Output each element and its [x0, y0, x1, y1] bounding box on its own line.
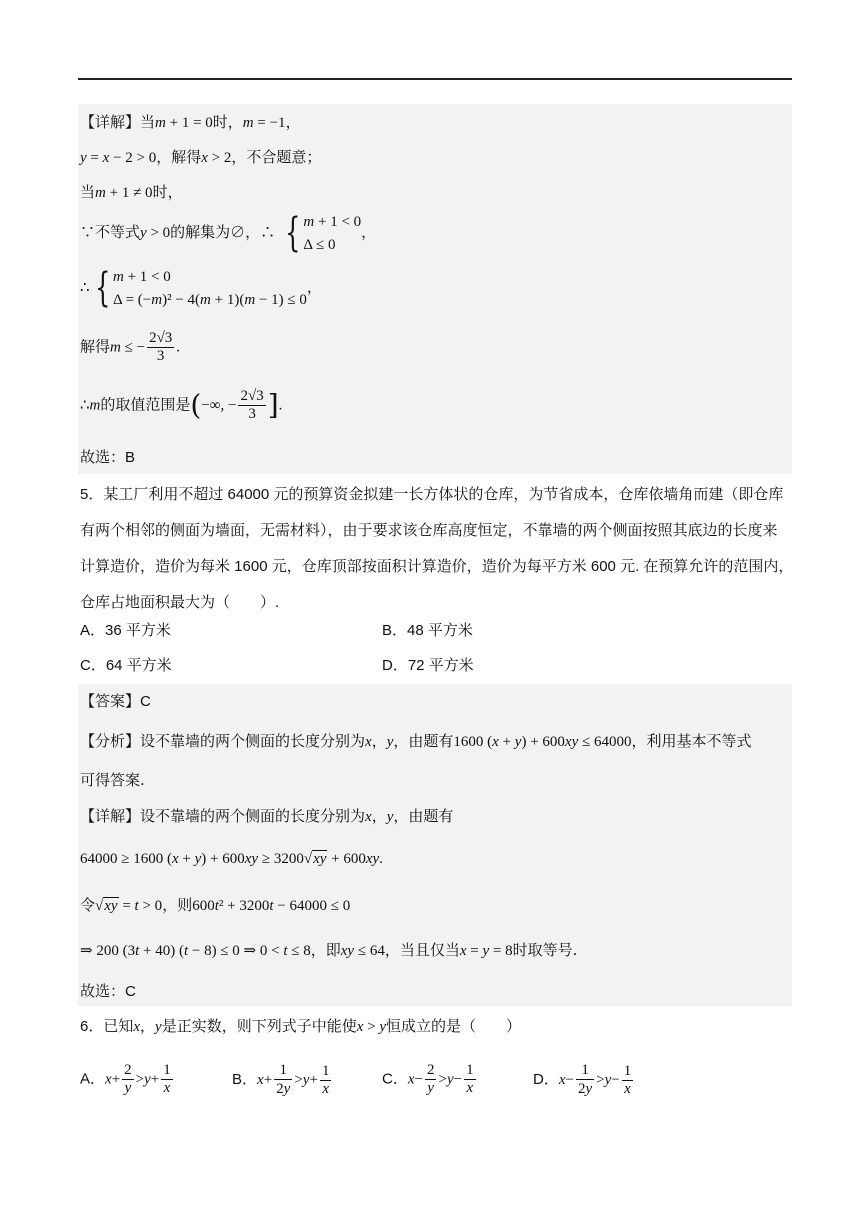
q5-option-b: B．48 平方米: [382, 622, 473, 639]
q5-detail-line-3: 令√xy = t > 0，则600t² + 3200t − 64000 ≤ 0: [80, 896, 351, 914]
sol4-line-6: 解得m ≤ − $\frac{2√3}{3}$ .: [80, 330, 181, 364]
q5-line-1: 5．某工厂利用不超过 64000 元的预算资金拟建一长方体状的仓库，为节省成本，仓库依墙角而建（即仓库: [80, 486, 784, 503]
sol4-choice: 故选：B: [80, 449, 136, 466]
q5-option-d: D．72 平方米: [382, 657, 474, 674]
q5-answer: 【答案】C: [80, 693, 151, 710]
q5-option-c: C．64 平方米: [80, 657, 172, 674]
q5-detail-line-2: 64000 ≥ 1600 (x + y) + 600xy ≥ 3200√xy + 600xy.: [80, 851, 383, 867]
q5-choice: 故选：C: [80, 983, 136, 1000]
sol4-line-7: ∴m的取值范围是(−∞, − $\frac{2√3}{3}$ ].: [80, 388, 283, 422]
q5-detail-line-1: 【详解】设不靠墙的两个侧面的长度分别为x，y，由题有: [80, 807, 454, 825]
sol4-line-1: 【详解】当m + 1 = 0时，m = −1，: [80, 113, 301, 131]
q5-detail-line-4: ⇒ 200 (3t + 40) (t − 8) ≤ 0 ⇒ 0 < t ≤ 8，即xy ≤ 64，当且仅当x = y = 8时取等号.: [80, 941, 578, 959]
header-rule: [78, 78, 792, 80]
q5-line-4: 仓库占地面积最大为（ ）.: [80, 594, 280, 611]
q6-option-a: A．x+ $\frac{2}{y}$ >y+ $\frac{1}{x}$: [80, 1062, 171, 1096]
sol4-line-2: y = x − 2 > 0，解得x > 2，不合题意；: [80, 148, 322, 166]
q6-stem: 6．已知x，y是正实数，则下列式子中能使x > y恒成立的是（ ）: [80, 1017, 522, 1035]
q5-analysis-line-2: 可得答案.: [80, 771, 145, 789]
sol4-line-5: ∴ { m + 1 < 0 Δ = (−m)² − 4(m + 1)(m − 1) ≤ 0 ，: [80, 265, 322, 311]
q6-option-b: B．x+ $\frac{1}{2y}$ >y+ $\frac{1}{x}$: [232, 1062, 330, 1097]
q5-analysis-line-1: 【分析】设不靠墙的两个侧面的长度分别为x，y，由题有1600 (x + y) + 600xy ≤ 64000，利用基本不等式: [80, 732, 752, 750]
sol4-line-3: 当m + 1 ≠ 0时，: [80, 183, 183, 201]
q6-option-c: C．x− $\frac{2}{y}$ >y− $\frac{1}{x}$: [382, 1062, 474, 1096]
q5-line-3: 计算造价，造价为每米 1600 元，仓库顶部按面积计算造价，造价为每平方米 600 元. 在预算允许的范围内，: [80, 558, 794, 575]
q6-option-d: D．x− $\frac{1}{2y}$ >y− $\frac{1}{x}$: [533, 1062, 632, 1097]
q5-option-a: A．36 平方米: [80, 622, 171, 639]
q5-line-2: 有两个相邻的侧面为墙面，无需材料），由于要求该仓库高度恒定，不靠墙的两个侧面按照其底边的长度来: [80, 522, 778, 539]
sol4-line-4: ∵不等式y > 0的解集为∅，∴ { m + 1 < 0 Δ ≤ 0 ，: [80, 210, 377, 256]
